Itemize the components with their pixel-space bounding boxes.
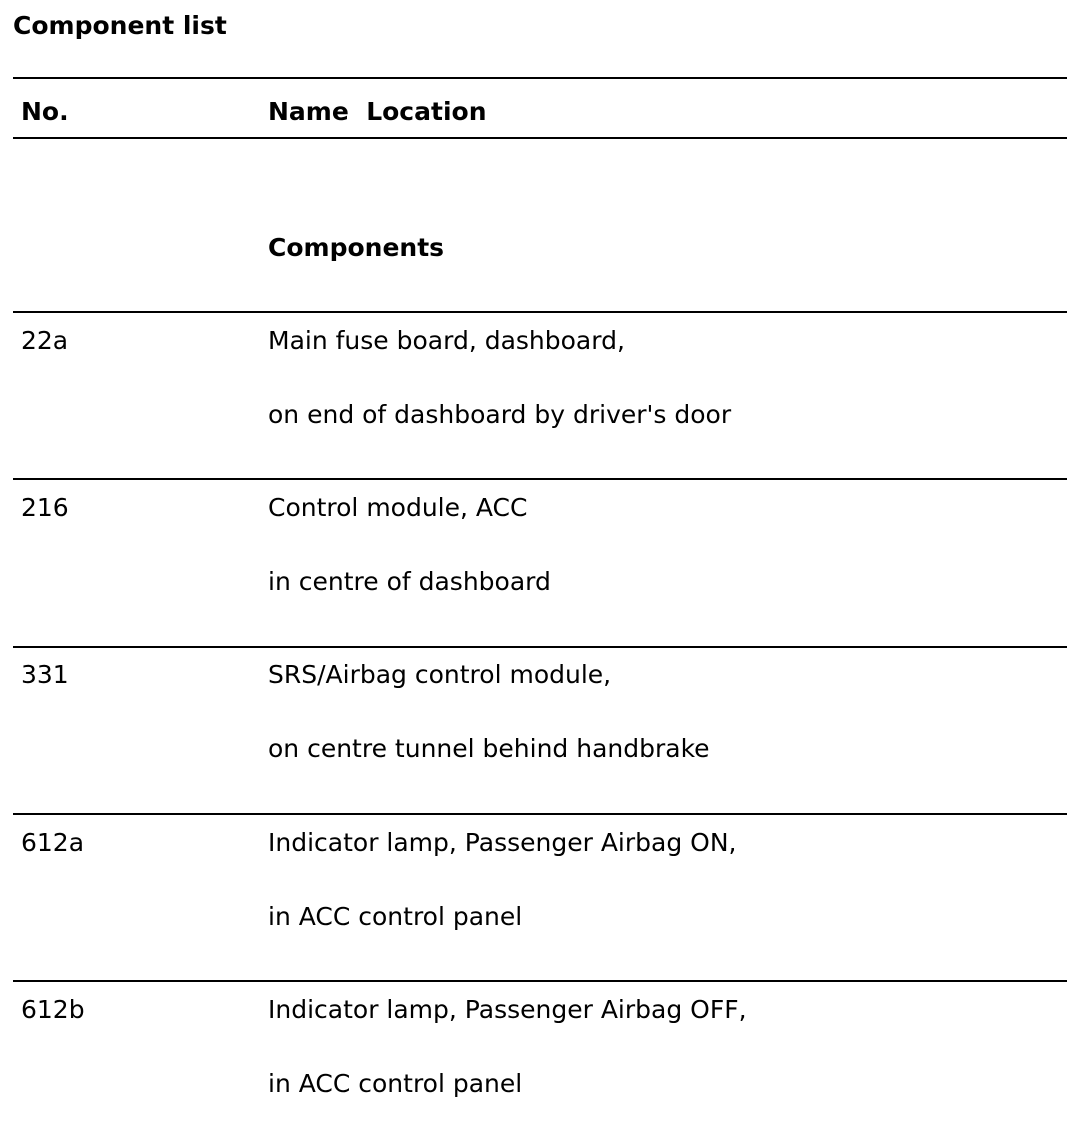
row-location: on centre tunnel behind handbrake [268, 734, 710, 763]
row-location: in ACC control panel [268, 902, 523, 931]
row-name: Indicator lamp, Passenger Airbag OFF, [268, 995, 747, 1024]
row-number: 331 [21, 660, 69, 689]
row-number: 612a [21, 828, 85, 857]
header-no: No. [21, 97, 69, 126]
section-heading: Components [268, 233, 445, 262]
row-location: in centre of dashboard [268, 567, 551, 596]
row-location: on end of dashboard by driver's door [268, 400, 732, 429]
table-top-rule [13, 77, 1067, 79]
row-number: 22a [21, 326, 69, 355]
row-name: Indicator lamp, Passenger Airbag ON, [268, 828, 737, 857]
row-location: in ACC control panel [268, 1069, 523, 1098]
row-divider [13, 646, 1067, 648]
row-name: SRS/Airbag control module, [268, 660, 612, 689]
row-name: Main fuse board, dashboard, [268, 326, 625, 355]
row-divider [13, 980, 1067, 982]
header-bottom-rule [13, 137, 1067, 139]
page-title: Component list [13, 11, 227, 40]
header-name-location: Name Location [268, 97, 487, 126]
row-name: Control module, ACC [268, 493, 528, 522]
row-number: 216 [21, 493, 69, 522]
row-divider [13, 311, 1067, 313]
row-divider [13, 813, 1067, 815]
row-number: 612b [21, 995, 85, 1024]
row-divider [13, 478, 1067, 480]
